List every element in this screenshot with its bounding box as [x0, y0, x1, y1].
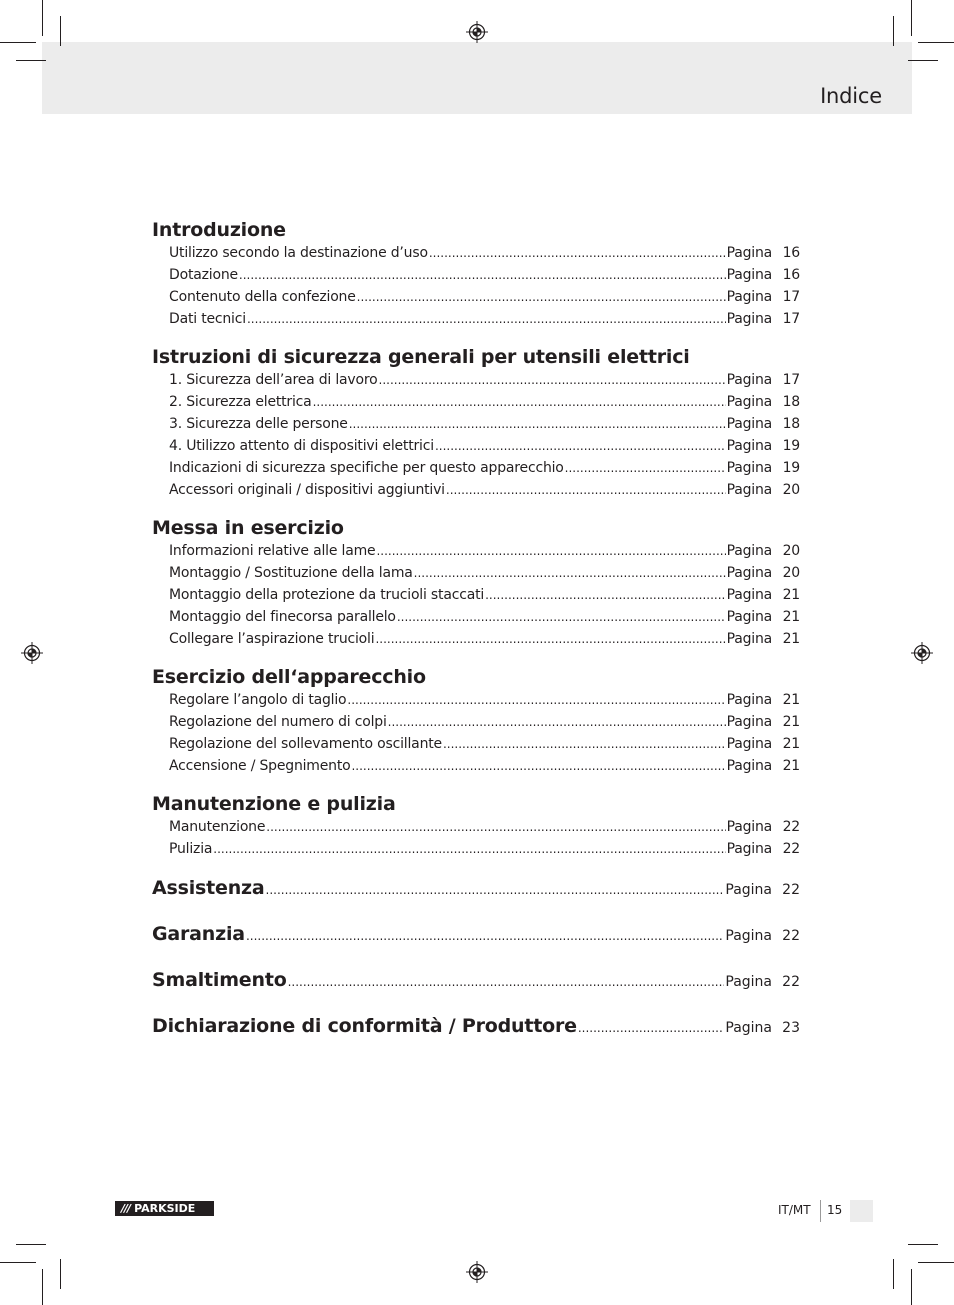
entry-text: Dotazione [169, 267, 238, 283]
page-label: Pagina [726, 714, 772, 730]
page-number: 17 [782, 311, 800, 327]
entry-text: Dichiarazione di conformità / Produttore [152, 1015, 577, 1037]
page-label: Pagina [726, 416, 772, 432]
entry-text: Utilizzo secondo la destinazione d’uso [169, 245, 428, 261]
dot-leader [485, 584, 726, 606]
page-label: Pagina [726, 245, 772, 261]
page-number: 21 [782, 692, 800, 708]
toc-entry-smaltimento[interactable] [152, 967, 800, 995]
dot-leader [239, 264, 726, 286]
toc-section-esercizio [152, 665, 800, 777]
page-number: 21 [782, 609, 800, 625]
registration-mark-icon [21, 642, 43, 664]
dot-leader [388, 711, 726, 733]
page-label: Pagina [726, 565, 772, 581]
entry-text: Dati tecnici [169, 311, 246, 327]
dot-leader [351, 755, 725, 777]
toc-entry[interactable] [169, 435, 800, 457]
page-number: 21 [782, 758, 800, 774]
page-label: Pagina [725, 882, 772, 898]
entry-text: Regolazione del numero di colpi [169, 714, 387, 730]
page-number-footer: 15 [827, 1203, 843, 1217]
toc-entry[interactable] [169, 457, 800, 479]
toc-entry[interactable] [169, 584, 800, 606]
dot-leader [349, 413, 726, 435]
entry-text: Indicazioni di sicurezza specifiche per questo apparecchio [169, 460, 564, 476]
entry-text: 3. Sicurezza delle persone [169, 416, 348, 432]
logo-text: PARKSIDE [134, 1202, 196, 1215]
entry-text: Accessori originali / dispositivi aggiuntivi [169, 482, 445, 498]
entry-text: Regolazione del sollevamento oscillante [169, 736, 442, 752]
dot-leader [376, 540, 725, 562]
dot-leader [565, 457, 726, 479]
entry-text: Assistenza [152, 877, 265, 899]
entry-text: 1. Sicurezza dell’area di lavoro [169, 372, 378, 388]
dot-leader [446, 479, 726, 501]
page-number: 18 [782, 416, 800, 432]
toc-entry-dichiarazione[interactable] [152, 1013, 800, 1041]
page-number: 22 [782, 928, 800, 944]
dot-leader [397, 606, 726, 628]
toc-entry[interactable] [169, 308, 800, 330]
toc-entry[interactable] [169, 689, 800, 711]
footer-tab [850, 1200, 873, 1222]
entry-text: Collegare l’aspirazione trucioli [169, 631, 375, 647]
page-label: Pagina [725, 1020, 772, 1036]
registration-mark-icon [466, 1261, 488, 1283]
dot-leader [247, 308, 726, 330]
toc-section-manutenzione [152, 792, 800, 860]
page-label: Pagina [726, 267, 772, 283]
dot-leader [288, 968, 725, 995]
entry-text: Montaggio / Sostituzione della lama [169, 565, 413, 581]
page-label: Pagina [726, 819, 772, 835]
entry-text: Regolare l’angolo di taglio [169, 692, 347, 708]
page-number: 21 [782, 714, 800, 730]
page-label: Pagina [726, 841, 772, 857]
entry-text: 2. Sicurezza elettrica [169, 394, 312, 410]
page-number: 16 [782, 245, 800, 261]
page-number: 16 [782, 267, 800, 283]
page-label: Pagina [726, 289, 772, 305]
section-title: Introduzione [152, 219, 286, 241]
registration-mark-icon [466, 21, 488, 43]
toc-entry[interactable] [169, 628, 800, 650]
registration-mark-icon [911, 642, 933, 664]
page-label: Pagina [726, 482, 772, 498]
page-number: 23 [782, 1020, 800, 1036]
dot-leader [435, 435, 726, 457]
toc-entry[interactable] [169, 264, 800, 286]
toc-entry[interactable] [169, 755, 800, 777]
dot-leader [443, 733, 726, 755]
toc-entry[interactable] [169, 562, 800, 584]
toc-entry-garanzia[interactable] [152, 921, 800, 949]
dot-leader [357, 286, 726, 308]
logo-slashes: /// [121, 1202, 131, 1215]
page-number: 22 [782, 974, 800, 990]
page-label: Pagina [726, 609, 772, 625]
dot-leader [414, 562, 726, 584]
toc-entry[interactable] [169, 286, 800, 308]
dot-leader [578, 1014, 725, 1041]
page-label: Pagina [726, 631, 772, 647]
toc-entry[interactable] [169, 733, 800, 755]
toc-entry[interactable] [169, 540, 800, 562]
toc-section-sicurezza [152, 345, 800, 501]
dot-leader [213, 838, 725, 860]
dot-leader [375, 628, 725, 650]
page-number: 22 [782, 841, 800, 857]
page-title: Indice [820, 84, 882, 108]
entry-text: Montaggio della protezione da trucioli staccati [169, 587, 485, 603]
page-number: 17 [782, 372, 800, 388]
page-label: Pagina [726, 460, 772, 476]
parkside-logo [115, 1201, 214, 1216]
entry-text: Contenuto della confezione [169, 289, 356, 305]
entry-text: Manutenzione [169, 819, 266, 835]
page-number: 20 [782, 543, 800, 559]
page-number: 21 [782, 736, 800, 752]
footer-divider [820, 1200, 821, 1222]
page-label: Pagina [726, 692, 772, 708]
page-number: 20 [782, 482, 800, 498]
entry-text: Informazioni relative alle lame [169, 543, 376, 559]
entry-text: Smaltimento [152, 969, 287, 991]
page-number: 21 [782, 587, 800, 603]
dot-leader [347, 689, 725, 711]
page-label: Pagina [726, 438, 772, 454]
section-title: Istruzioni di sicurezza generali per utensili elettrici [152, 346, 690, 368]
header-band [42, 42, 912, 114]
page-label: Pagina [726, 736, 772, 752]
entry-text: Garanzia [152, 923, 245, 945]
page-label: Pagina [726, 372, 772, 388]
page-number: 20 [782, 565, 800, 581]
page-number: 22 [782, 882, 800, 898]
page-number: 22 [782, 819, 800, 835]
page-number: 19 [782, 438, 800, 454]
section-title: Messa in esercizio [152, 517, 344, 539]
page-label: Pagina [726, 543, 772, 559]
page-number: 19 [782, 460, 800, 476]
toc-entry[interactable] [169, 711, 800, 733]
section-title: Esercizio dell‘apparecchio [152, 666, 426, 688]
toc-entry[interactable] [169, 242, 800, 264]
toc-entry-assistenza[interactable] [152, 875, 800, 903]
page-number: 18 [782, 394, 800, 410]
entry-text: 4. Utilizzo attento di dispositivi elettrici [169, 438, 434, 454]
dot-leader [246, 922, 724, 949]
page-label: Pagina [726, 758, 772, 774]
dot-leader [379, 369, 726, 391]
page-label: Pagina [725, 974, 772, 990]
dot-leader [313, 391, 726, 413]
page-label: Pagina [726, 394, 772, 410]
toc-entry[interactable] [169, 413, 800, 435]
dot-leader [266, 816, 725, 838]
entry-text: Pulizia [169, 841, 213, 857]
toc-entry[interactable] [169, 606, 800, 628]
language-code: IT/MT [778, 1203, 811, 1217]
toc-entry[interactable] [169, 391, 800, 413]
toc-entry[interactable] [169, 816, 800, 838]
page-label: Pagina [726, 311, 772, 327]
toc-section-introduzione [152, 218, 800, 330]
page-number: 17 [782, 289, 800, 305]
toc-entry[interactable] [169, 838, 800, 860]
entry-text: Montaggio del finecorsa parallelo [169, 609, 396, 625]
dot-leader [266, 876, 725, 903]
page-number: 21 [782, 631, 800, 647]
table-of-contents [152, 218, 800, 1059]
toc-entry[interactable] [169, 479, 800, 501]
page-label: Pagina [726, 587, 772, 603]
dot-leader [429, 242, 726, 264]
entry-text: Accensione / Spegnimento [169, 758, 351, 774]
toc-entry[interactable] [169, 369, 800, 391]
page-label: Pagina [725, 928, 772, 944]
toc-section-messa-in-esercizio [152, 516, 800, 650]
section-title: Manutenzione e pulizia [152, 793, 396, 815]
